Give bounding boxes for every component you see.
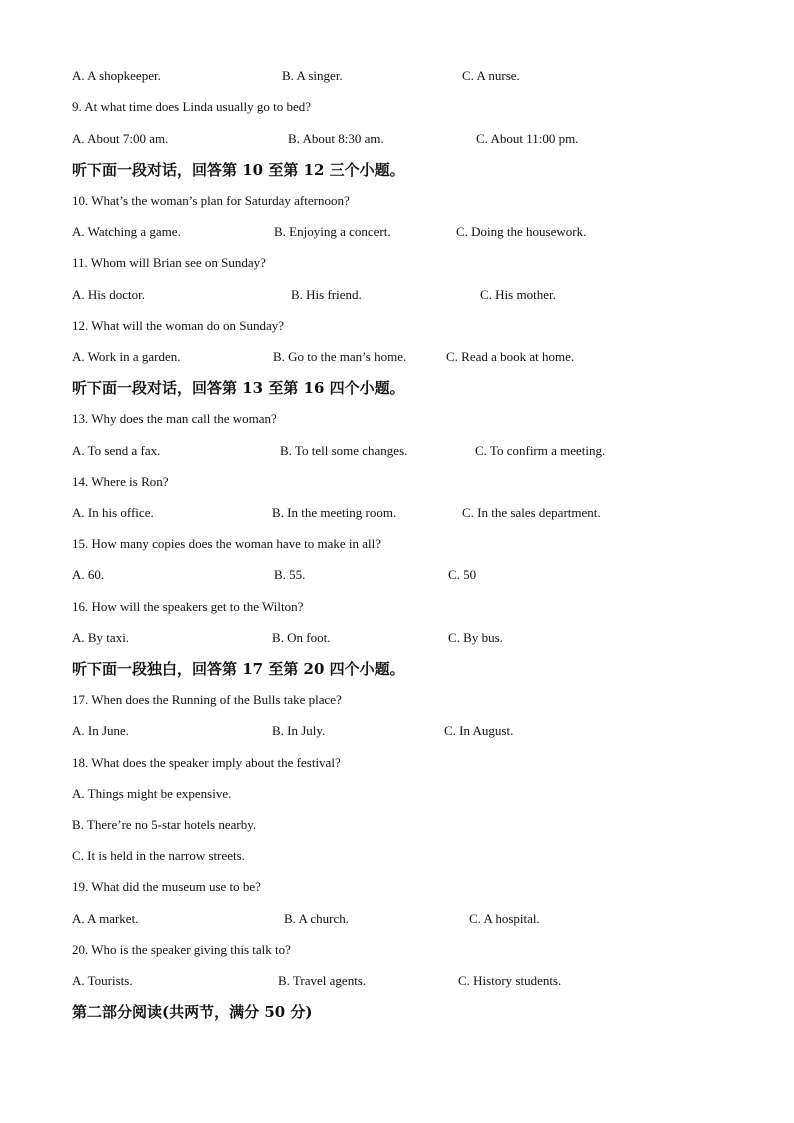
q18-option-a: A. Things might be expensive. xyxy=(72,786,232,801)
q8-options xyxy=(0,68,794,84)
q16-options xyxy=(0,630,794,646)
q19-option-b: B. A church. xyxy=(284,911,349,926)
question-15: 15. How many copies does the woman have to make in all? xyxy=(72,536,382,551)
q15-option-a: A. 60. xyxy=(72,567,105,582)
q11-options xyxy=(0,287,794,303)
q14-option-b: B. In the meeting room. xyxy=(272,505,397,520)
q16-option-a: A. By taxi. xyxy=(72,630,130,645)
q16-option-c: C. By bus. xyxy=(448,630,503,645)
section-heading-17-20: 听下面一段独白，回答第 17 至第 20 四个小题。 xyxy=(72,660,405,678)
q10-options xyxy=(0,224,794,240)
q8-option-a: A. A shopkeeper. xyxy=(72,68,161,83)
q12-option-a: A. Work in a garden. xyxy=(72,349,181,364)
q19-option-a: A. A market. xyxy=(72,911,139,926)
q9-option-c: C. About 11:00 pm. xyxy=(476,131,579,146)
question-14: 14. Where is Ron? xyxy=(72,474,169,489)
q12-option-b: B. Go to the man’s home. xyxy=(273,349,407,364)
q9-option-a: A. About 7:00 am. xyxy=(72,131,169,146)
q14-option-c: C. In the sales department. xyxy=(462,505,601,520)
q13-option-a: A. To send a fax. xyxy=(72,443,161,458)
q12-option-c: C. Read a book at home. xyxy=(446,349,575,364)
q17-options xyxy=(0,723,794,739)
q18-option-b: B. There’re no 5-star hotels nearby. xyxy=(72,817,257,832)
q17-option-c: C. In August. xyxy=(444,723,514,738)
question-9: 9. At what time does Linda usually go to bed? xyxy=(72,99,312,114)
q11-option-a: A. His doctor. xyxy=(72,287,145,302)
question-12: 12. What will the woman do on Sunday? xyxy=(72,318,285,333)
q17-option-a: A. In June. xyxy=(72,723,130,738)
q13-option-c: C. To confirm a meeting. xyxy=(475,443,606,458)
part-two-heading: 第二部分阅读(共两节，满分 50 分) xyxy=(72,1003,313,1021)
question-17: 17. When does the Running of the Bulls take place? xyxy=(72,692,342,707)
q10-option-b: B. Enjoying a concert. xyxy=(274,224,391,239)
q14-options xyxy=(0,505,794,521)
q10-option-a: A. Watching a game. xyxy=(72,224,181,239)
q8-option-b: B. A singer. xyxy=(282,68,343,83)
question-11: 11. Whom will Brian see on Sunday? xyxy=(72,255,266,270)
q17-option-b: B. In July. xyxy=(272,723,326,738)
q15-option-b: B. 55. xyxy=(274,567,306,582)
q20-option-c: C. History students. xyxy=(458,973,562,988)
question-19: 19. What did the museum use to be? xyxy=(72,879,261,894)
section-heading-10-12: 听下面一段对话，回答第 10 至第 12 三个小题。 xyxy=(72,161,405,179)
question-16: 16. How will the speakers get to the Wilton? xyxy=(72,599,304,614)
q20-options xyxy=(0,973,794,989)
q20-option-a: A. Tourists. xyxy=(72,973,133,988)
q9-option-b: B. About 8:30 am. xyxy=(288,131,384,146)
q19-option-c: C. A hospital. xyxy=(469,911,540,926)
question-18: 18. What does the speaker imply about the festival? xyxy=(72,755,341,770)
question-13: 13. Why does the man call the woman? xyxy=(72,411,277,426)
section-heading-13-16: 听下面一段对话，回答第 13 至第 16 四个小题。 xyxy=(72,379,405,397)
q9-options xyxy=(0,131,794,147)
q13-options xyxy=(0,443,794,459)
q10-option-c: C. Doing the housework. xyxy=(456,224,587,239)
q20-option-b: B. Travel agents. xyxy=(278,973,367,988)
q12-options xyxy=(0,349,794,365)
q8-option-c: C. A nurse. xyxy=(462,68,520,83)
question-20: 20. Who is the speaker giving this talk to? xyxy=(72,942,291,957)
q19-options xyxy=(0,911,794,927)
q14-option-a: A. In his office. xyxy=(72,505,154,520)
q13-option-b: B. To tell some changes. xyxy=(280,443,408,458)
q11-option-c: C. His mother. xyxy=(480,287,556,302)
q15-option-c: C. 50 xyxy=(448,567,477,582)
question-10: 10. What’s the woman’s plan for Saturday afternoon? xyxy=(72,193,350,208)
q11-option-b: B. His friend. xyxy=(291,287,362,302)
q16-option-b: B. On foot. xyxy=(272,630,331,645)
q18-option-c: C. It is held in the narrow streets. xyxy=(72,848,245,863)
q15-options xyxy=(0,567,794,583)
